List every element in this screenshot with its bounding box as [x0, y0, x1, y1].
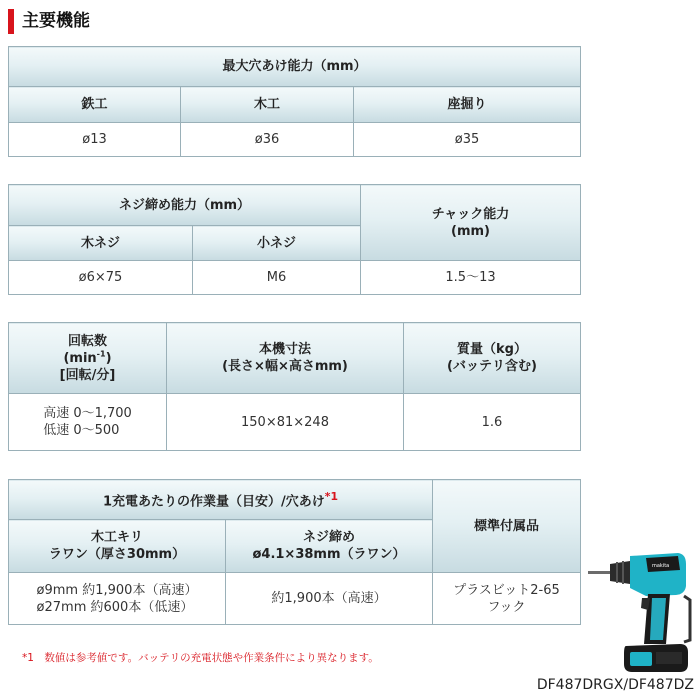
mass-value: 1.6: [404, 394, 581, 451]
accessory-line1: プラスビット2-65: [453, 582, 560, 598]
drilling-capacity-table: [8, 46, 581, 157]
accessories-value: [433, 573, 581, 625]
screw-capacity-table: [8, 184, 581, 295]
screw-driving-line2: ø4.1×38mm（ラワン）: [252, 547, 406, 562]
drill-product-image: [586, 548, 696, 676]
wood-bit-line2: ラワン（厚さ30mm）: [48, 547, 186, 562]
wood-bit-value-line2: ø27mm 約600本（低速）: [36, 599, 194, 615]
rpm-high: 高速 0〜1,700: [43, 406, 132, 421]
wood-bit-line1: 木工キリ: [90, 530, 143, 545]
chuck-header-line2: (mm): [451, 223, 490, 239]
rpm-header-line3: [回転/分]: [59, 367, 116, 383]
val-counterbore: ø35: [354, 123, 581, 157]
size-header-line2: (長さ×幅×高さmm): [222, 359, 348, 374]
wood-bit-value: [9, 573, 226, 625]
screw-driving-value: 約1,900本（高速）: [226, 573, 433, 625]
screw-capacity-header: ネジ締め能力（mm）: [9, 185, 361, 226]
footnote: *1 数値は参考値です。バッテリの充電状態や作業条件により異なります。: [22, 652, 379, 664]
size-header-line1: 本機寸法: [258, 342, 311, 357]
accessories-header: 標準付属品: [433, 480, 581, 573]
val-wood: ø36: [181, 123, 354, 157]
col-steel: 鉄工: [9, 87, 181, 123]
size-value: 150×81×248: [167, 394, 404, 451]
rpm-header: [9, 323, 167, 394]
rpm-header-sup: -1: [96, 349, 106, 359]
drilling-capacity-header: 最大穴あけ能力（mm）: [9, 47, 581, 87]
val-chuck: 1.5〜13: [361, 261, 581, 295]
val-steel: ø13: [9, 123, 181, 157]
col-wood: 木工: [181, 87, 354, 123]
spec-table: [8, 322, 581, 451]
page-title: 主要機能: [22, 11, 90, 31]
svg-text:makita: makita: [652, 563, 670, 569]
col-screw-driving: [226, 520, 433, 573]
chuck-header-line1: チャック能力: [431, 206, 510, 222]
work-header-mark: *1: [324, 490, 338, 504]
work-per-charge-table: [8, 479, 581, 625]
col-counterbore: 座掘り: [354, 87, 581, 123]
col-machine-screw: 小ネジ: [193, 226, 361, 261]
title-accent-bar: [8, 9, 14, 34]
chuck-capacity-header: [361, 185, 581, 261]
col-wood-bit: [9, 520, 226, 573]
rpm-header-line2a: (min: [63, 350, 97, 366]
mass-header: [404, 323, 581, 394]
rpm-header-line2b: ): [105, 350, 112, 366]
screw-driving-line1: ネジ締め: [302, 530, 355, 545]
mass-header-line2: (バッテリ含む): [447, 359, 537, 374]
work-header-text: 1充電あたりの作業量（目安）/穴あけ: [103, 494, 325, 510]
val-machine-screw: M6: [193, 261, 361, 295]
mass-header-line1: 質量（kg）: [457, 342, 527, 357]
accessory-line2: フック: [487, 599, 526, 615]
size-header: [167, 323, 404, 394]
rpm-low: 低速 0〜500: [43, 423, 120, 438]
val-wood-screw: ø6×75: [9, 261, 193, 295]
work-per-charge-header: [9, 480, 433, 520]
wood-bit-value-line1: ø9mm 約1,900本（高速）: [36, 582, 198, 598]
rpm-value: [9, 394, 167, 451]
col-wood-screw: 木ネジ: [9, 226, 193, 261]
model-number: DF487DRGX/DF487DZ: [536, 677, 694, 693]
rpm-header-line1: 回転数: [67, 333, 107, 349]
